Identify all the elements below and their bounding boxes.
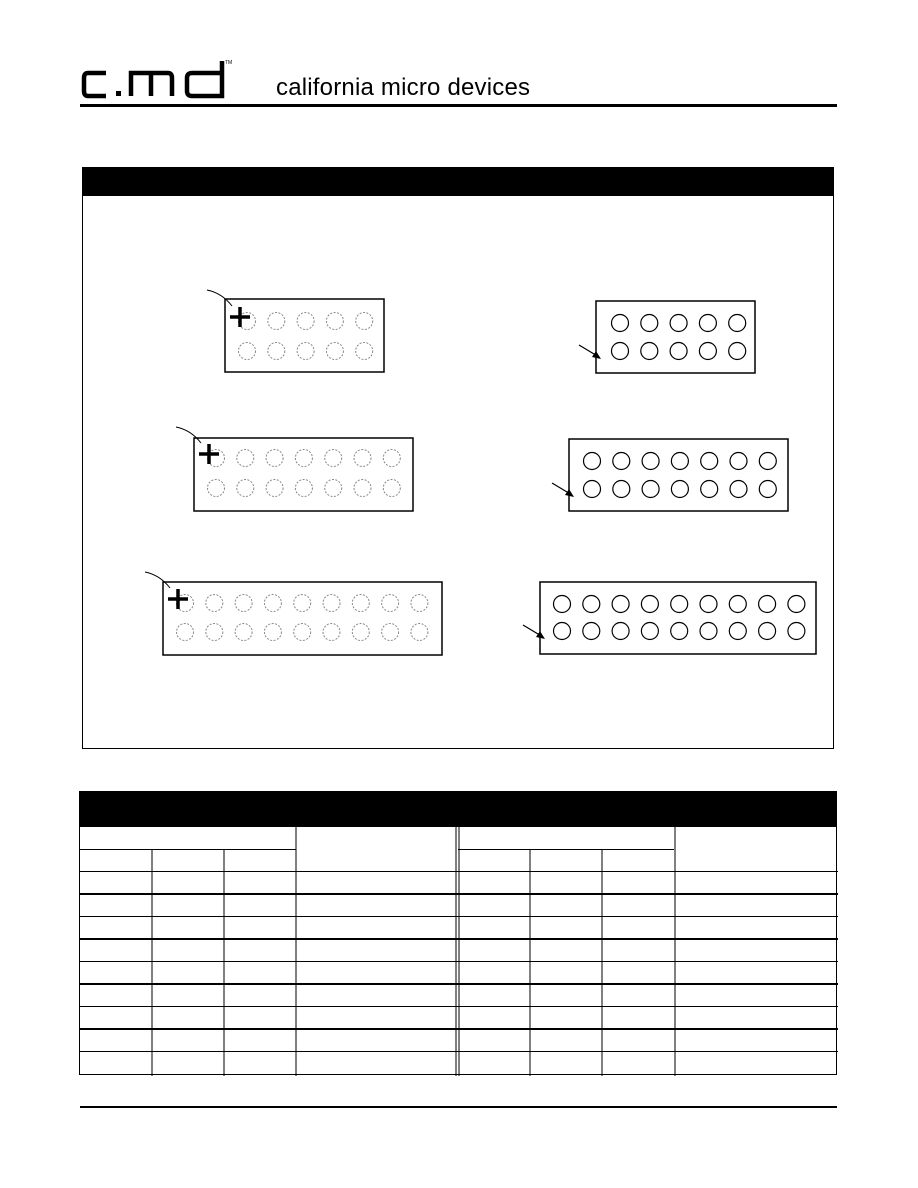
ball-pin — [641, 315, 658, 332]
solder-pad-dashed — [411, 595, 428, 612]
ball-pin — [584, 481, 601, 498]
pin-assignment-table — [79, 791, 837, 1075]
ball-pin — [612, 315, 629, 332]
pin-1-arrow-head — [592, 351, 601, 359]
ball-pin — [701, 481, 718, 498]
ball-pin — [554, 596, 571, 613]
solder-pad-dashed — [177, 624, 194, 641]
ball-pin — [788, 596, 805, 613]
ball-pin — [788, 623, 805, 640]
ball-pin — [612, 596, 629, 613]
ball-pin — [641, 343, 658, 360]
package-outline-right-1 — [596, 301, 755, 373]
ball-pin — [729, 623, 746, 640]
solder-pad-dashed — [383, 480, 400, 497]
solder-pad-dashed — [294, 595, 311, 612]
solder-pad-dashed — [323, 595, 340, 612]
solder-pad-dashed — [268, 313, 285, 330]
solder-pad-dashed — [382, 624, 399, 641]
leader-line — [176, 427, 201, 443]
company-name: california micro devices — [276, 74, 531, 101]
ball-pin — [613, 453, 630, 470]
solder-pad-dashed — [266, 450, 283, 467]
ball-pin — [759, 596, 776, 613]
ball-pin — [759, 623, 776, 640]
ball-pin — [584, 453, 601, 470]
solder-pad-dashed — [352, 624, 369, 641]
pin-1-plus-marker — [168, 589, 188, 609]
solder-pad-dashed — [235, 624, 252, 641]
ball-pin — [612, 623, 629, 640]
solder-pad-dashed — [206, 624, 223, 641]
ball-pin — [670, 315, 687, 332]
solder-pad-dashed — [354, 450, 371, 467]
leader-line — [207, 290, 232, 306]
ball-pin — [729, 315, 746, 332]
solder-pad-dashed — [356, 343, 373, 360]
ball-pin — [671, 623, 688, 640]
svg-text:TM: TM — [225, 60, 233, 66]
solder-pad-dashed — [264, 624, 281, 641]
pin-1-arrow-head — [536, 631, 545, 639]
ball-pin — [730, 453, 747, 470]
ball-pin — [699, 315, 716, 332]
pin-1-arrow-head — [565, 489, 574, 497]
solder-pad-dashed — [354, 480, 371, 497]
solder-pad-dashed — [235, 595, 252, 612]
table-grid — [80, 792, 838, 1076]
ball-pin — [612, 343, 629, 360]
package-outline-left-1 — [225, 299, 384, 372]
ball-pin — [700, 623, 717, 640]
solder-pad-dashed — [326, 343, 343, 360]
ball-pin — [583, 596, 600, 613]
pin-1-plus-marker — [199, 444, 219, 464]
solder-pad-dashed — [411, 624, 428, 641]
package-outline-right-3 — [540, 582, 816, 654]
ball-pin — [613, 481, 630, 498]
ball-pin — [671, 596, 688, 613]
leader-line — [145, 572, 170, 588]
package-outline-panel — [82, 167, 834, 749]
solder-pad-dashed — [294, 624, 311, 641]
ball-pin — [699, 343, 716, 360]
package-outline-left-3 — [163, 582, 442, 655]
ball-pin — [670, 343, 687, 360]
package-outline-left-2 — [194, 438, 413, 511]
ball-pin — [641, 623, 658, 640]
solder-pad-dashed — [295, 480, 312, 497]
ball-pin — [642, 481, 659, 498]
solder-pad-dashed — [295, 450, 312, 467]
solder-pad-dashed — [356, 313, 373, 330]
ball-pin — [700, 596, 717, 613]
solder-pad-dashed — [237, 450, 254, 467]
solder-pad-dashed — [382, 595, 399, 612]
solder-pad-dashed — [297, 313, 314, 330]
solder-pad-dashed — [208, 480, 225, 497]
footer-rule — [80, 1106, 837, 1108]
solder-pad-dashed — [266, 480, 283, 497]
ball-pin — [671, 481, 688, 498]
ball-pin — [701, 453, 718, 470]
solder-pad-dashed — [323, 624, 340, 641]
page-header — [80, 56, 837, 108]
cmd-logo — [80, 56, 240, 102]
ball-pin — [730, 481, 747, 498]
solder-pad-dashed — [325, 480, 342, 497]
ball-pin — [759, 481, 776, 498]
solder-pad-dashed — [352, 595, 369, 612]
solder-pad-dashed — [239, 343, 256, 360]
ball-pin — [641, 596, 658, 613]
solder-pad-dashed — [326, 313, 343, 330]
ball-pin — [759, 453, 776, 470]
solder-pad-dashed — [268, 343, 285, 360]
solder-pad-dashed — [264, 595, 281, 612]
solder-pad-dashed — [383, 450, 400, 467]
solder-pad-dashed — [325, 450, 342, 467]
ball-pin — [583, 623, 600, 640]
ball-pin — [729, 596, 746, 613]
ball-pin — [729, 343, 746, 360]
pin-1-plus-marker — [230, 307, 250, 327]
ball-pin — [554, 623, 571, 640]
solder-pad-dashed — [206, 595, 223, 612]
header-rule — [80, 104, 837, 107]
solder-pad-dashed — [297, 343, 314, 360]
solder-pad-dashed — [237, 480, 254, 497]
ball-pin — [671, 453, 688, 470]
ball-pin — [642, 453, 659, 470]
package-outline-right-2 — [569, 439, 788, 511]
package-drawings — [83, 168, 835, 750]
